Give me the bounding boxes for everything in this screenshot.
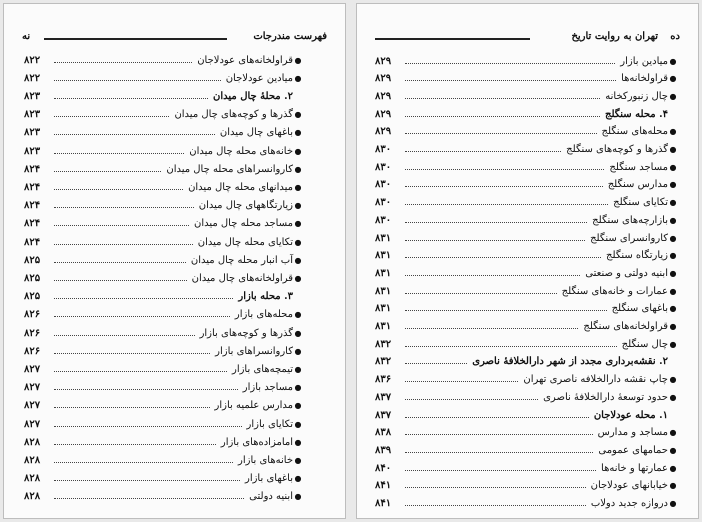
toc-entry-page: ۸۲۶	[24, 345, 41, 357]
toc-entry-page: ۸۲۷	[24, 363, 41, 375]
dot-leader	[54, 308, 230, 317]
bullet-icon: ●	[669, 428, 677, 438]
toc-entry-label: گذرها و کوچه‌های چال میدان	[174, 109, 293, 121]
toc-entry-page: ۸۳۰	[375, 197, 392, 209]
toc-entry-page: ۸۲۴	[24, 200, 41, 212]
toc-entry-page: ۸۲۴	[24, 163, 41, 175]
bullet-icon: ●	[669, 233, 677, 243]
right-page	[356, 3, 699, 519]
bullet-icon: ●	[294, 474, 302, 484]
dot-leader	[405, 479, 586, 488]
toc-entry-page: ۸۲۴	[24, 181, 41, 193]
dot-leader	[54, 254, 186, 263]
toc-entry-label: خانه‌های بازار	[238, 454, 293, 466]
bullet-icon: ●	[294, 164, 302, 174]
toc-entry-page: ۸۲۸	[24, 491, 41, 503]
bullet-icon: ●	[669, 91, 677, 101]
toc-entry-label: تکایای محله چال میدان	[197, 236, 293, 248]
toc-entry-page: ۸۲۹	[375, 73, 392, 85]
toc-entry	[375, 158, 678, 176]
bullet-icon: ●	[669, 56, 677, 66]
toc-entry	[375, 353, 678, 371]
dot-leader	[405, 161, 604, 170]
bullet-icon: ●	[294, 255, 302, 265]
bullet-icon: ●	[669, 481, 677, 491]
bullet-icon: ●	[294, 55, 302, 65]
toc-entry	[375, 459, 678, 477]
toc-entry-page: ۸۲۳	[24, 90, 41, 102]
left-header-page-number: نه	[22, 31, 31, 42]
toc-entry-page: ۸۳۱	[375, 267, 392, 279]
bullet-icon: ●	[294, 383, 302, 393]
bullet-icon: ●	[669, 180, 677, 190]
toc-entry-label: مساجد بازار	[242, 382, 293, 394]
toc-entry	[24, 488, 303, 506]
bullet-icon: ●	[294, 146, 302, 156]
toc-entry-page: ۸۳۶	[375, 374, 392, 386]
bullet-icon: ●	[294, 110, 302, 120]
toc-entry-page: ۸۲۹	[375, 90, 392, 102]
dot-leader	[54, 418, 242, 427]
toc-entry-label: محله‌های سنگلج	[601, 126, 668, 138]
toc-entry	[24, 215, 303, 233]
toc-entry-label: ۳. محله بازار	[238, 291, 293, 303]
toc-entry-page: ۸۲۸	[24, 454, 41, 466]
toc-entry	[375, 335, 678, 353]
toc-entry-label: مساجد سنگلج	[609, 161, 668, 173]
bullet-icon: ●	[294, 182, 302, 192]
toc-entry	[24, 342, 303, 360]
toc-entry	[24, 124, 303, 142]
bullet-icon: ●	[669, 74, 677, 84]
toc-entry-page: ۸۴۰	[375, 462, 392, 474]
dot-leader	[54, 327, 195, 336]
toc-entry-label: زیارتگاههای چال میدان	[198, 200, 293, 212]
toc-entry-page: ۸۲۷	[24, 400, 41, 412]
right-header-title: تهران به روایت تاریخ	[571, 31, 658, 42]
toc-entry	[24, 451, 303, 469]
dot-leader	[54, 272, 187, 281]
toc-entry	[24, 433, 303, 451]
dot-leader	[405, 320, 578, 329]
toc-entry-label: ۲. نقشه‌برداری مجدد از شهر دارالخلافهٔ ناصری	[472, 356, 668, 368]
dot-leader	[54, 381, 238, 390]
toc-entry	[24, 379, 303, 397]
toc-entry-page: ۸۳۸	[375, 427, 392, 439]
toc-entry	[375, 123, 678, 141]
bullet-icon: ●	[294, 437, 302, 447]
toc-entry-label: کاروانسراهای محله چال میدان	[166, 163, 293, 175]
bullet-icon: ●	[669, 162, 677, 172]
bullet-icon: ●	[294, 219, 302, 229]
toc-entry-label: کاروانسراهای بازار	[215, 345, 293, 357]
toc-entry-label: کاروانسرای سنگلج	[590, 232, 668, 244]
toc-entry-page: ۸۲۳	[24, 109, 41, 121]
toc-entry-label: چاپ نقشه دارالخلافه ناصری تهران	[523, 374, 668, 386]
bullet-icon: ●	[294, 201, 302, 211]
toc-entry	[24, 160, 303, 178]
toc-entry-label: زیارتگاه سنگلج	[606, 250, 668, 262]
toc-entry-label: مساجد و مدارس	[597, 427, 668, 439]
right-header-rule	[375, 38, 530, 40]
toc-entry-page: ۸۲۳	[24, 127, 41, 139]
toc-entry-label: میادین عودلاجان	[225, 72, 293, 84]
toc-entry-label: میدانهای محله چال میدان	[188, 181, 293, 193]
toc-entry	[24, 360, 303, 378]
dot-leader	[54, 363, 227, 372]
bullet-icon: ●	[669, 463, 677, 473]
bullet-icon: ●	[669, 268, 677, 278]
toc-entry-page: ۸۲۴	[24, 236, 41, 248]
dot-leader	[54, 72, 221, 81]
toc-entry-label: قراولخانه‌های چال میدان	[191, 272, 293, 284]
bullet-icon: ●	[294, 455, 302, 465]
toc-entry-label: گذرها و کوچه‌های بازار	[199, 327, 293, 339]
bullet-icon: ●	[669, 499, 677, 508]
toc-entry-label: باغهای چال میدان	[219, 127, 293, 139]
toc-entry-label: بازارچه‌های سنگلج	[592, 214, 668, 226]
toc-entry	[375, 318, 678, 336]
toc-entry-label: آب انبار محله چال میدان	[190, 254, 293, 266]
dot-leader	[54, 217, 189, 226]
bullet-icon: ●	[669, 251, 677, 261]
toc-entry	[375, 70, 678, 88]
bullet-icon: ●	[669, 445, 677, 455]
toc-entry-page: ۸۳۰	[375, 144, 392, 155]
toc-entry	[24, 415, 303, 433]
toc-entry	[375, 300, 678, 318]
dot-leader	[54, 490, 244, 499]
toc-entry-page: ۸۴۱	[375, 498, 392, 509]
toc-entry	[24, 397, 303, 415]
toc-entry-label: عمارتها و خانه‌ها	[601, 462, 668, 474]
bullet-icon: ●	[669, 145, 677, 154]
toc-entry-label: مدارس سنگلج	[607, 179, 668, 191]
toc-entry-label: ۲. محلهٔ چال میدان	[212, 90, 293, 102]
toc-entry-label: خیابانهای عودلاجان	[590, 480, 668, 492]
toc-entry-page: ۸۳۱	[375, 232, 392, 244]
toc-entry-label: قراولخانه‌ها	[621, 73, 668, 85]
toc-entry-label: محله‌های بازار	[234, 309, 293, 321]
bullet-icon: ●	[669, 304, 677, 314]
toc-entry-page: ۸۲۶	[24, 327, 41, 339]
toc-entry-label: قراولخانه‌های سنگلج	[583, 321, 668, 332]
dot-leader	[405, 391, 538, 400]
dot-leader	[54, 472, 240, 481]
toc-entry-page: ۸۳۹	[375, 444, 392, 456]
toc-entry	[24, 87, 303, 105]
toc-entry-page: ۸۴۱	[375, 480, 392, 492]
dot-leader	[405, 373, 518, 382]
bullet-icon: ●	[669, 198, 677, 208]
toc-entry	[375, 371, 678, 389]
toc-entry-page: ۸۲۴	[24, 218, 41, 230]
toc-entry-label: ۴. محله سنگلج	[605, 108, 668, 120]
toc-entry	[375, 406, 678, 424]
dot-leader	[405, 302, 607, 311]
dot-leader	[405, 72, 616, 81]
toc-entry	[375, 194, 678, 212]
toc-entry-label: میادین بازار	[620, 55, 668, 67]
toc-entry-page: ۸۲۷	[24, 382, 41, 394]
toc-entry	[24, 470, 303, 488]
toc-entry-page: ۸۳۱	[375, 303, 392, 315]
dot-leader	[405, 125, 597, 134]
bullet-icon: ●	[669, 322, 677, 331]
dot-leader	[54, 126, 215, 135]
bullet-icon: ●	[294, 419, 302, 429]
dot-leader	[405, 55, 615, 64]
dot-leader	[405, 497, 586, 506]
bullet-icon: ●	[294, 128, 302, 138]
toc-entry	[375, 388, 678, 406]
toc-entry-page: ۸۳۰	[375, 179, 392, 191]
dot-leader	[54, 54, 192, 63]
toc-entry-page: ۸۳۲	[375, 338, 392, 350]
toc-entry-page: ۸۲۵	[24, 291, 41, 303]
toc-entry-label: گذرها و کوچه‌های سنگلج	[566, 144, 668, 155]
toc-entry-label: حمامهای عمومی	[598, 444, 668, 456]
dot-leader	[54, 90, 208, 99]
toc-entry-page: ۸۳۷	[375, 409, 392, 421]
toc-entry-page: ۸۳۱	[375, 321, 392, 332]
dot-leader	[54, 436, 216, 445]
dot-leader	[405, 409, 589, 418]
toc-entry	[24, 251, 303, 269]
dot-leader	[405, 444, 593, 453]
toc-entry-page: ۸۳۰	[375, 214, 392, 226]
toc-entry-label: باغهای بازار	[245, 473, 293, 485]
toc-entry	[24, 288, 303, 306]
toc-entry-label: تکایای بازار	[246, 418, 293, 430]
toc-entry	[24, 106, 303, 124]
toc-entry-page: ۸۲۹	[375, 126, 392, 138]
toc-entry-label: عمارات و خانه‌های سنگلج	[561, 285, 668, 297]
toc-entry-page: ۸۳۱	[375, 285, 392, 297]
dot-leader	[54, 199, 194, 208]
bullet-icon: ●	[294, 273, 302, 283]
dot-leader	[405, 426, 593, 435]
toc-entry-page: ۸۲۹	[375, 55, 392, 67]
toc-entry	[375, 282, 678, 300]
toc-entry-page: ۸۲۹	[375, 108, 392, 120]
toc-entry	[375, 141, 678, 159]
toc-entry-label: تیمچه‌های بازار	[232, 363, 293, 375]
toc-entry-page: ۸۲۳	[24, 145, 41, 157]
dot-leader	[405, 108, 600, 117]
bullet-icon: ●	[294, 310, 302, 320]
dot-leader	[405, 214, 587, 223]
dot-leader	[405, 249, 601, 258]
toc-entry	[375, 52, 678, 70]
left-header-title: فهرست مندرجات	[253, 31, 327, 42]
toc-entry-label: ابنیه دولتی و صنعتی	[585, 267, 668, 279]
bullet-icon: ●	[294, 73, 302, 83]
bullet-icon: ●	[294, 346, 302, 356]
bullet-icon: ●	[669, 375, 677, 385]
left-header-rule	[44, 38, 227, 40]
toc-entry-label: باغهای سنگلج	[611, 303, 668, 315]
dot-leader	[405, 338, 617, 347]
dot-leader	[54, 236, 193, 245]
dot-leader	[54, 145, 184, 154]
toc-entry-page: ۸۳۲	[375, 356, 392, 368]
toc-entry-page: ۸۲۶	[24, 309, 41, 321]
dot-leader	[405, 90, 600, 99]
dot-leader	[54, 181, 183, 190]
toc-entry	[24, 69, 303, 87]
dot-leader	[405, 143, 561, 152]
dot-leader	[54, 345, 210, 354]
toc-entry-label: امامزاده‌های بازار	[220, 436, 293, 448]
toc-entry-page: ۸۳۷	[375, 391, 392, 403]
toc-entry-label: چال سنگلج	[621, 338, 668, 350]
toc-entry-page: ۸۲۵	[24, 272, 41, 284]
toc-entry-page: ۸۲۲	[24, 54, 41, 66]
toc-entry	[375, 264, 678, 282]
dot-leader	[405, 196, 608, 205]
toc-entry	[375, 424, 678, 442]
left-page	[3, 3, 346, 519]
bullet-icon: ●	[294, 237, 302, 247]
toc-entry	[24, 324, 303, 342]
toc-entry-label: ابنیه دولتی	[249, 491, 293, 503]
toc-entry	[375, 105, 678, 123]
dot-leader	[54, 399, 210, 408]
bullet-icon: ●	[669, 215, 677, 225]
toc-entry	[375, 176, 678, 194]
dot-leader	[405, 285, 557, 294]
toc-entry	[24, 51, 303, 69]
right-header-page-number: ده	[670, 31, 680, 42]
toc-entry	[24, 197, 303, 215]
dot-leader	[54, 163, 161, 172]
toc-entry-label: مدارس علمیه بازار	[214, 400, 293, 412]
toc-entry-page: ۸۲۵	[24, 254, 41, 266]
dot-leader	[405, 267, 580, 276]
toc-entry	[24, 269, 303, 287]
toc-entry-label: مساجد محله چال میدان	[193, 218, 293, 230]
dot-leader	[405, 178, 603, 187]
toc-entry-page: ۸۳۰	[375, 161, 392, 173]
bullet-icon: ●	[669, 127, 677, 137]
toc-entry-page: ۸۲۷	[24, 418, 41, 430]
dot-leader	[405, 462, 596, 471]
dot-leader	[405, 355, 467, 364]
toc-entry-page: ۸۲۸	[24, 436, 41, 448]
toc-entry-page: ۸۳۱	[375, 250, 392, 262]
dot-leader	[405, 232, 585, 241]
toc-entry-label: چال زنبورکخانه	[605, 90, 668, 102]
toc-entry	[375, 211, 678, 229]
dot-leader	[54, 108, 169, 117]
bullet-icon: ●	[669, 392, 677, 402]
left-page-header	[22, 31, 327, 45]
bullet-icon: ●	[669, 286, 677, 296]
toc-entry	[375, 441, 678, 459]
dot-leader	[54, 290, 233, 299]
toc-entry	[375, 495, 678, 513]
bullet-icon: ●	[294, 364, 302, 374]
toc-entry	[24, 233, 303, 251]
toc-entry-label: قراولخانه‌های عودلاجان	[197, 54, 293, 66]
toc-entry-page: ۸۲۸	[24, 473, 41, 485]
dot-leader	[54, 454, 233, 463]
toc-entry-label: خانه‌های محله چال میدان	[189, 145, 293, 157]
toc-entry	[375, 477, 678, 495]
toc-entry	[375, 229, 678, 247]
toc-entry	[375, 87, 678, 105]
bullet-icon: ●	[294, 328, 302, 338]
toc-entry-label: حدود توسعهٔ دارالخلافهٔ ناصری	[543, 391, 668, 403]
toc-entry-label: ۱. محله عودلاجان	[593, 409, 668, 421]
toc-entry-page: ۸۲۲	[24, 72, 41, 84]
bullet-icon: ●	[294, 492, 302, 502]
toc-entry	[24, 142, 303, 160]
toc-entry	[24, 306, 303, 324]
toc-entry	[24, 178, 303, 196]
right-page-header	[375, 31, 680, 45]
bullet-icon: ●	[669, 339, 677, 349]
bullet-icon: ●	[294, 401, 302, 411]
toc-entry	[375, 247, 678, 265]
toc-entry-label: دروازه جدید دولاب	[590, 498, 668, 509]
toc-entry-label: تکایای سنگلج	[613, 197, 668, 209]
